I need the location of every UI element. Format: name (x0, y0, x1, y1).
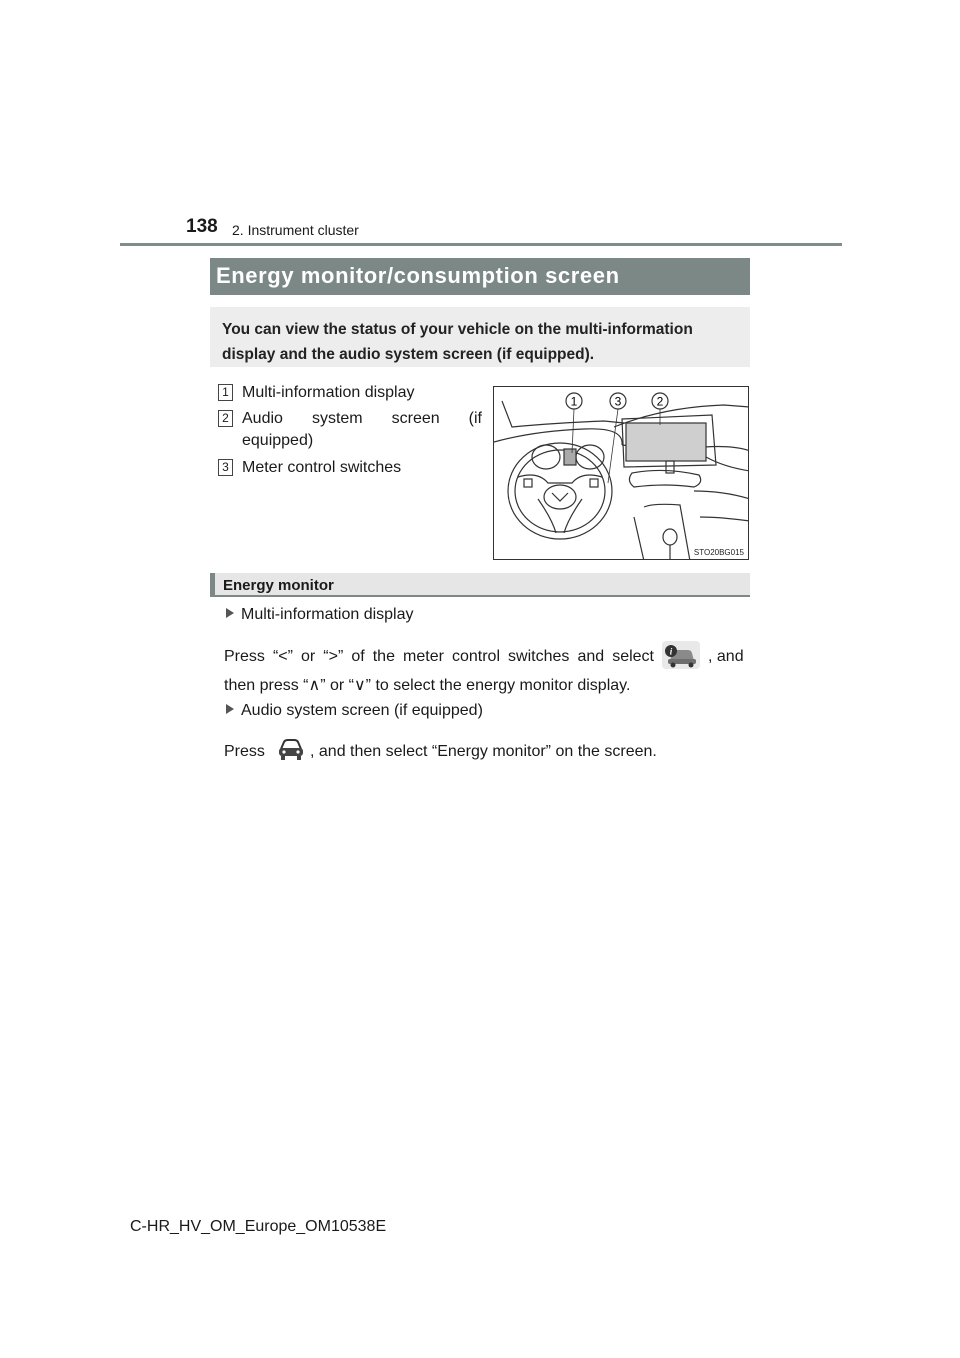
header-rule (120, 243, 842, 246)
section-title: 2. Instrument cluster (232, 222, 359, 238)
audio-text-press: Press (224, 743, 265, 760)
callout-3: 3 (614, 394, 622, 409)
intro-box: You can view the status of your vehicle on the multi-information display and the audio system screen (if equipped). (210, 307, 750, 367)
legend-item-2 (218, 408, 482, 454)
audio-text-rest: , and then select “Energy monitor” on the screen. (310, 743, 657, 760)
callout-1: 1 (570, 394, 578, 409)
bullet-audio-label: Audio system screen (if equipped) (241, 702, 483, 719)
info-car-icon (662, 641, 700, 674)
bullet-mid-label: Multi-information display (241, 606, 414, 623)
number-badge-2: 2 (218, 410, 233, 427)
legend-label-2: Audio system screen (if equipped) (242, 410, 482, 449)
subheading-energy-monitor: Energy monitor (210, 573, 750, 597)
triangle-bullet-icon (226, 608, 234, 618)
page-number: 138 (186, 216, 218, 237)
page-title: Energy monitor/consumption screen (210, 258, 750, 295)
bullet-mid (226, 606, 414, 624)
cockpit-illustration (493, 386, 749, 560)
number-badge-1: 1 (218, 384, 233, 401)
document-id: C-HR_HV_OM_Europe_OM10538E (130, 1218, 387, 1235)
car-icon (276, 737, 306, 768)
mid-text-line1: Press “<” or “>” of the meter control switches and select (224, 648, 654, 665)
cockpit-drawing (494, 387, 749, 560)
legend-label-3: Meter control switches (242, 459, 402, 476)
mid-text-line2: then press “∧” or “∨” to select the energy monitor display. (224, 677, 631, 694)
svg-text:i: i (669, 646, 673, 657)
figure-code: STO20BG015 (693, 548, 744, 557)
number-badge-3: 3 (218, 459, 233, 476)
triangle-bullet-icon (226, 704, 234, 714)
legend-label-1: Multi-information display (242, 384, 415, 401)
callout-2: 2 (656, 394, 664, 409)
bullet-audio (226, 702, 483, 720)
legend-item-3 (218, 457, 478, 481)
legend-item-1 (218, 382, 478, 406)
mid-text-and: , and (708, 648, 744, 665)
